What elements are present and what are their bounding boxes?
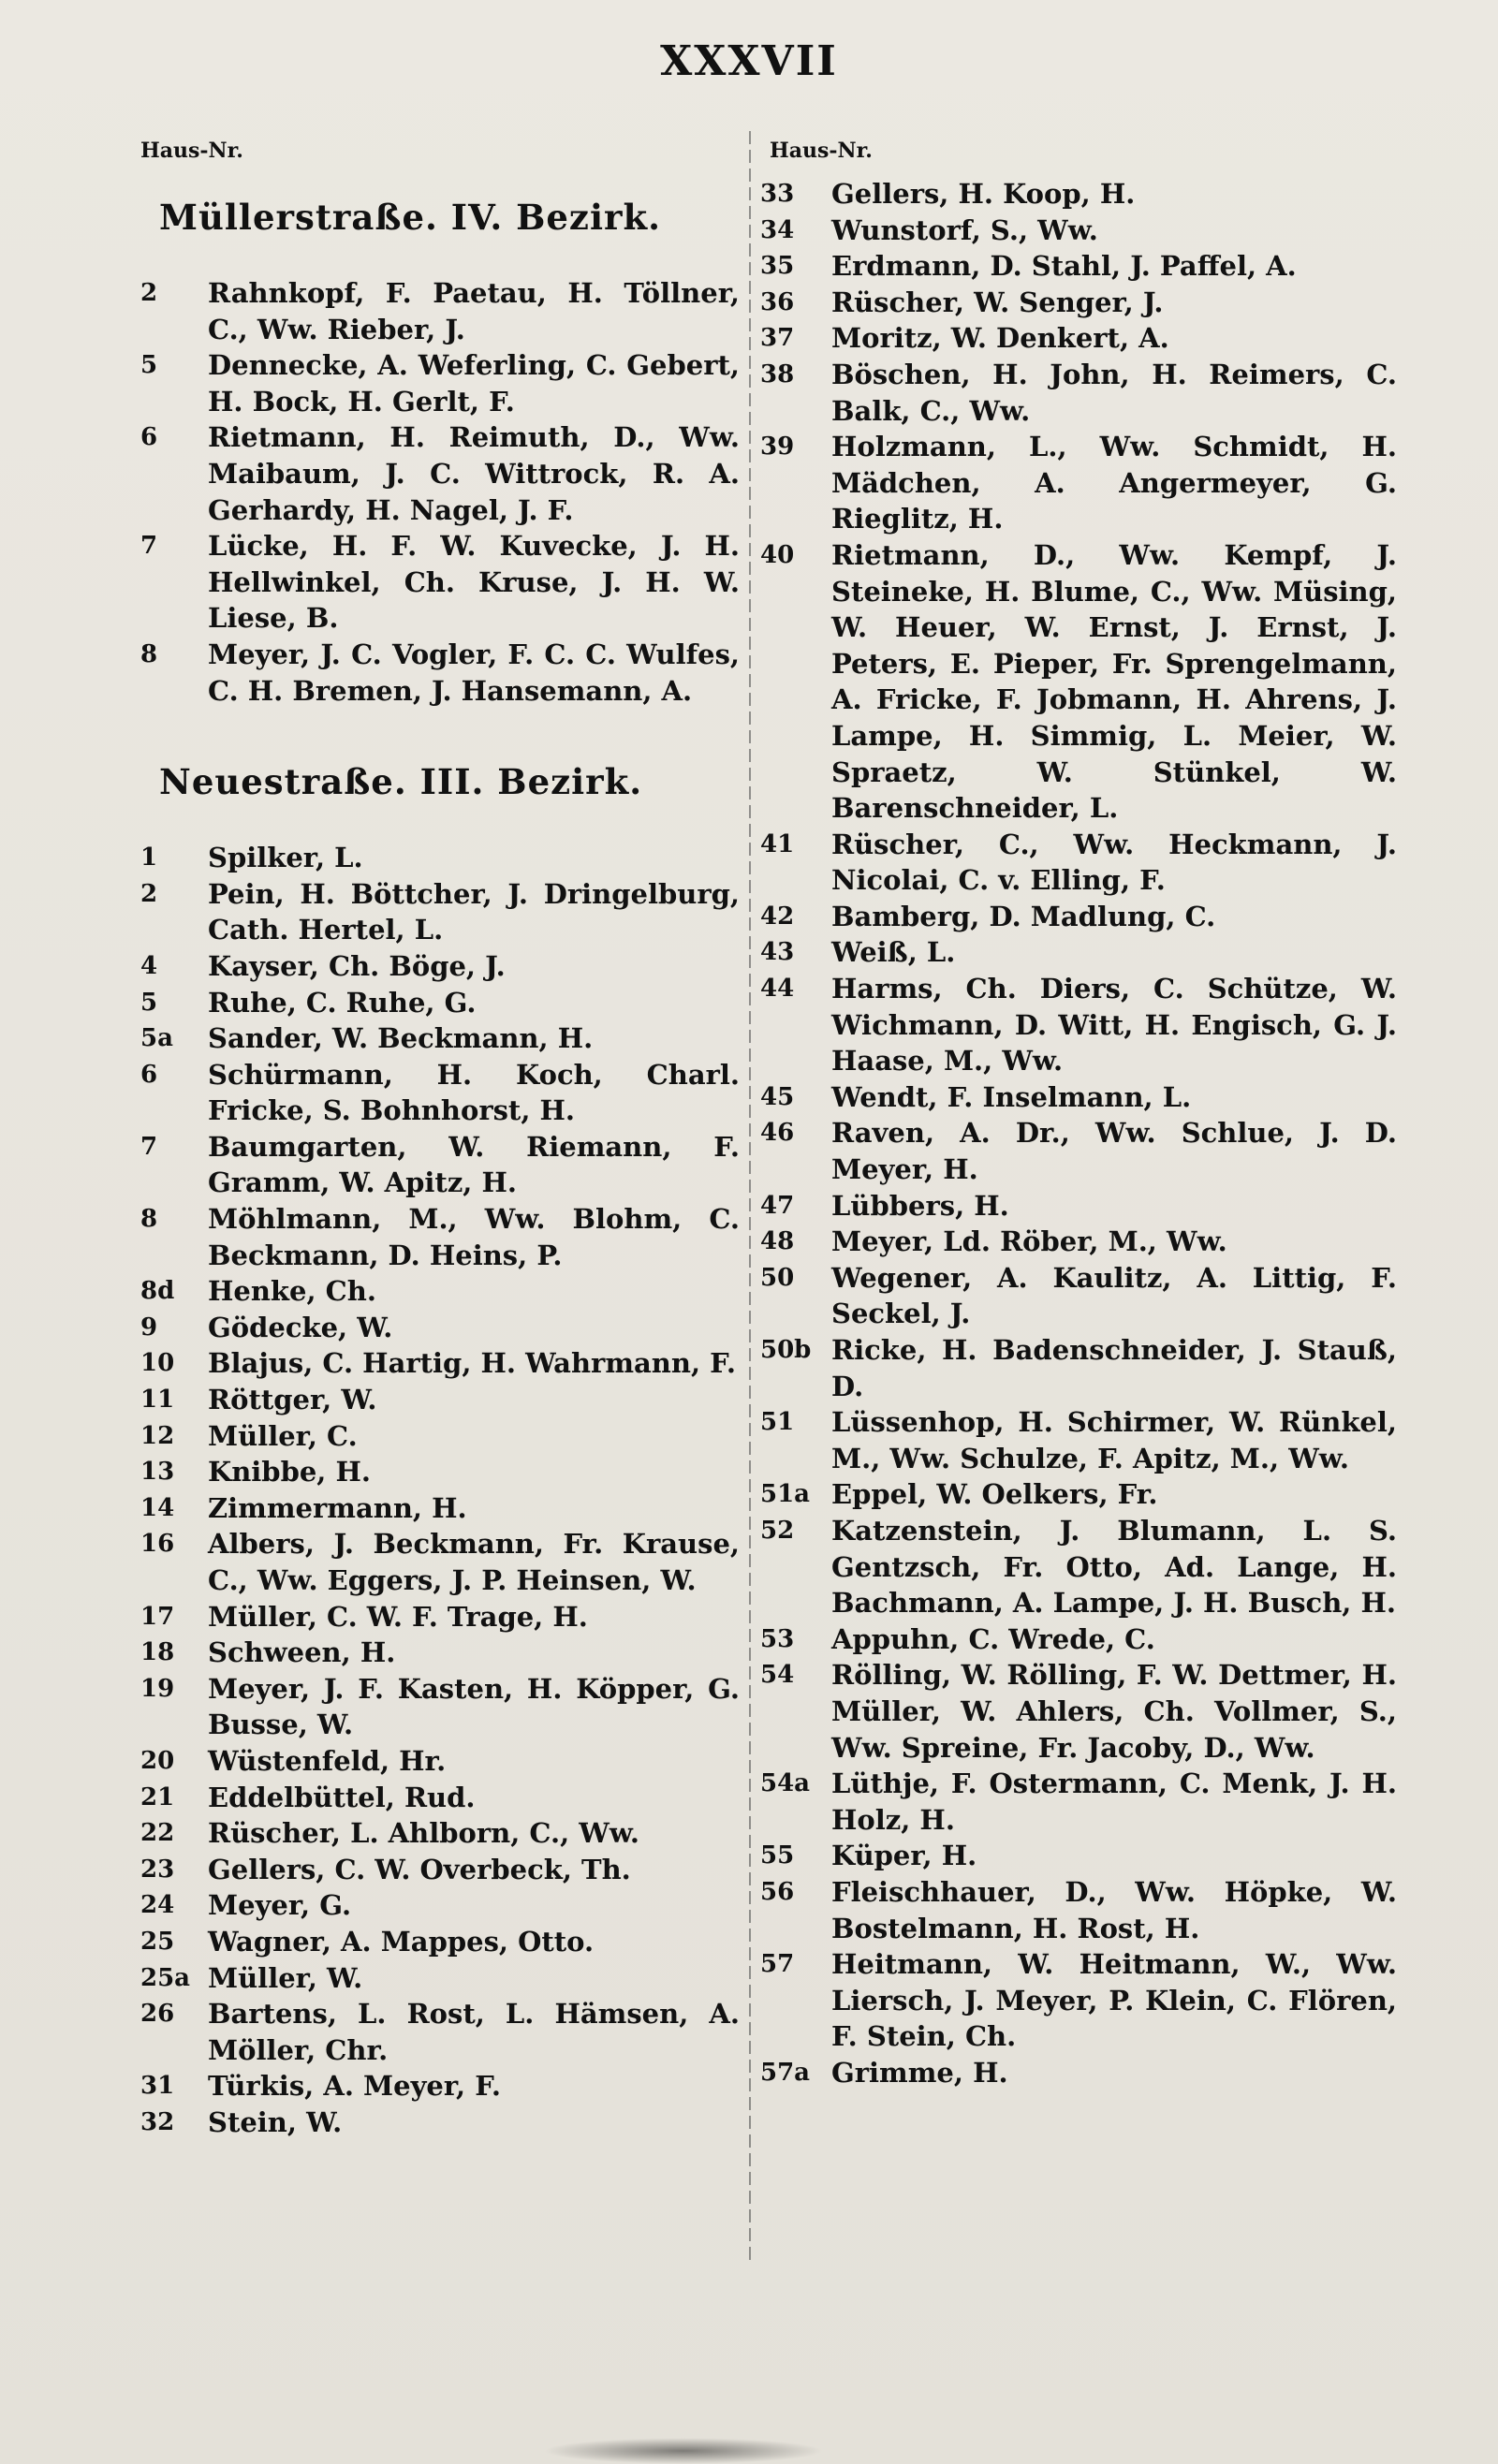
directory-entry — [760, 320, 1397, 357]
page-number: XXXVII — [660, 37, 838, 85]
directory-entry — [760, 1874, 1397, 1946]
directory-entry — [760, 2055, 1397, 2091]
house-number: 57 — [760, 1950, 795, 1979]
house-number: 5 — [140, 351, 158, 380]
house-number: 33 — [760, 180, 795, 208]
resident-names: Türkis, A. Meyer, F. — [208, 2070, 502, 2103]
directory-entry — [140, 347, 740, 419]
directory-entry — [760, 1621, 1397, 1658]
directory-entry — [760, 1224, 1397, 1260]
house-number: 50b — [760, 1336, 812, 1364]
directory-entry — [760, 429, 1397, 537]
resident-names: Grimme, H. — [831, 2056, 1008, 2089]
directory-entry — [760, 971, 1397, 1079]
resident-names: Holzmann, L., Ww. Schmidt, H. Mädchen, A. Angermeyer, G. Rieglitz, H. — [831, 431, 1397, 535]
resident-names: Lüssenhop, H. Schirmer, W. Rünkel, M., Ww. Schulze, F. Apitz, M., Ww. — [831, 1406, 1397, 1474]
resident-names: Baumgarten, W. Riemann, F. Gramm, W. Apitz, H. — [208, 1130, 740, 1199]
resident-names: Fleischhauer, D., Ww. Höpke, W. Bostelmann, H. Rost, H. — [831, 1875, 1397, 1944]
house-number: 56 — [760, 1877, 795, 1906]
directory-entry — [760, 1513, 1397, 1621]
directory-entry — [140, 2105, 740, 2141]
directory-entry — [760, 1188, 1397, 1225]
directory-entry — [760, 357, 1397, 429]
resident-names: Raven, A. Dr., Ww. Schlue, J. D. Meyer, H. — [831, 1117, 1397, 1186]
house-number: 55 — [760, 1841, 795, 1870]
directory-entry — [140, 1996, 740, 2068]
resident-names: Rietmann, D., Ww. Kempf, J. Steineke, H. Blume, C., Ww. Müsing, W. Heuer, W. Ernst, J. Ernst, J. Peters, E. Pieper, Fr. Sprengelmann, A. Fricke, F. Jobmann, H. Ahrens, J. Lampe, H. Simmig, L. Meier, W. Spraetz, W. Stünkel, W. Barenschneider, L. — [831, 538, 1397, 825]
directory-entry — [140, 1273, 740, 1310]
house-number: 44 — [760, 975, 795, 1004]
house-number: 14 — [140, 1493, 175, 1522]
resident-names: Wendt, F. Inselmann, L. — [831, 1080, 1192, 1113]
resident-names: Rietmann, H. Reimuth, D., Ww. Maibaum, J. C. Wittrock, R. A. Gerhardy, H. Nagel, J. F. — [208, 421, 740, 526]
house-number: 16 — [140, 1530, 175, 1559]
resident-names: Küper, H. — [831, 1840, 977, 1872]
resident-names: Henke, Ch. — [208, 1275, 376, 1308]
house-number: 25 — [140, 1927, 175, 1956]
house-number: 32 — [140, 2107, 175, 2136]
directory-entry — [140, 637, 740, 709]
directory-entry — [140, 1526, 740, 1598]
resident-names: Eppel, W. Oelkers, Fr. — [831, 1478, 1158, 1511]
house-number: 47 — [760, 1191, 795, 1220]
resident-names: Gödecke, W. — [208, 1311, 393, 1343]
house-number: 54 — [760, 1661, 795, 1690]
house-number: 6 — [140, 1060, 158, 1089]
house-number: 57a — [760, 2058, 811, 2087]
directory-entry — [140, 419, 740, 528]
directory-entry — [140, 985, 740, 1021]
directory-entry — [140, 1454, 740, 1490]
house-number: 45 — [760, 1082, 795, 1111]
directory-entry — [140, 1815, 740, 1852]
resident-names: Gellers, C. W. Overbeck, Th. — [208, 1853, 631, 1885]
house-number: 11 — [140, 1386, 175, 1415]
house-number: 48 — [760, 1227, 795, 1256]
resident-names: Röttger, W. — [208, 1384, 377, 1416]
directory-entry — [140, 1924, 740, 1960]
resident-names: Katzenstein, J. Blumann, L. S. Gentzsch, Fr. Otto, Ad. Lange, H. Bachmann, A. Lampe, J. H. Busch, H. — [831, 1514, 1397, 1620]
resident-names: Rüscher, C., Ww. Heckmann, J. Nicolai, C. v. Elling, F. — [831, 828, 1397, 897]
resident-names: Blajus, C. Hartig, H. Wahrmann, F. — [208, 1347, 736, 1380]
directory-entry — [760, 1657, 1397, 1766]
resident-names: Wagner, A. Mappes, Otto. — [208, 1925, 595, 1958]
directory-entry — [140, 1887, 740, 1924]
house-number: 23 — [140, 1855, 175, 1884]
house-number: 5a — [140, 1024, 173, 1053]
house-number: 25a — [140, 1963, 191, 1992]
house-number: 20 — [140, 1746, 175, 1775]
house-number: 40 — [760, 540, 795, 569]
resident-names: Sander, W. Beckmann, H. — [208, 1022, 594, 1055]
resident-names: Eddelbüttel, Rud. — [208, 1781, 476, 1813]
house-number: 7 — [140, 1132, 158, 1161]
directory-entry — [760, 176, 1397, 213]
resident-names: Lüthje, F. Ostermann, C. Menk, J. H. Holz, H. — [831, 1767, 1397, 1836]
house-number: 8 — [140, 1205, 158, 1234]
directory-entry — [140, 1129, 740, 1201]
directory-entry — [760, 1476, 1397, 1513]
street-section-title: Neuestraße. III. Bezirk. — [159, 761, 643, 803]
directory-entry — [140, 1057, 740, 1129]
house-number: 51 — [760, 1408, 795, 1437]
directory-entry — [760, 1260, 1397, 1332]
house-number: 9 — [140, 1313, 158, 1342]
resident-names: Pein, H. Böttcher, J. Dringelburg, Cath. Hertel, L. — [208, 877, 740, 946]
resident-names: Albers, J. Beckmann, Fr. Krause, C., Ww. Eggers, J. P. Heinsen, W. — [208, 1528, 740, 1596]
house-number: 18 — [140, 1638, 175, 1667]
directory-entry — [140, 1780, 740, 1816]
resident-names: Wegener, A. Kaulitz, A. Littig, F. Seckel, J. — [831, 1261, 1397, 1330]
resident-names: Meyer, J. C. Vogler, F. C. C. Wulfes, C. H. Bremen, J. Hansemann, A. — [208, 638, 740, 707]
resident-names: Erdmann, D. Stahl, J. Paffel, A. — [831, 250, 1297, 283]
resident-names: Wüstenfeld, Hr. — [208, 1744, 447, 1777]
directory-entry — [760, 934, 1397, 971]
house-number: 43 — [760, 938, 795, 967]
directory-entry — [140, 1418, 740, 1455]
resident-names: Weiß, L. — [831, 936, 956, 969]
house-number: 12 — [140, 1421, 175, 1450]
house-number: 17 — [140, 1602, 175, 1631]
resident-names: Meyer, J. F. Kasten, H. Köpper, G. Busse, W. — [208, 1672, 740, 1741]
directory-entry — [140, 1960, 740, 1997]
resident-names: Stein, W. — [208, 2105, 343, 2138]
directory-entry — [760, 1079, 1397, 1116]
house-number: 22 — [140, 1819, 175, 1848]
house-number: 42 — [760, 902, 795, 931]
resident-names: Wunstorf, S., Ww. — [831, 213, 1098, 246]
house-number: 50 — [760, 1263, 795, 1292]
left-column — [140, 197, 740, 2141]
house-number: 7 — [140, 532, 158, 561]
directory-entry — [140, 1490, 740, 1527]
directory-entry — [760, 1332, 1397, 1404]
house-number: 19 — [140, 1674, 175, 1703]
resident-names: Gellers, H. Koop, H. — [831, 178, 1136, 210]
directory-entry — [140, 840, 740, 876]
resident-names: Meyer, G. — [208, 1889, 352, 1922]
house-number: 24 — [140, 1891, 175, 1920]
resident-names: Rüscher, W. Senger, J. — [831, 286, 1164, 318]
directory-entry — [140, 1671, 740, 1743]
directory-entry — [760, 827, 1397, 899]
directory-entry — [140, 1852, 740, 1888]
directory-entry — [760, 285, 1397, 321]
directory-entry — [760, 899, 1397, 935]
directory-entry — [140, 275, 740, 347]
house-number: 36 — [760, 287, 795, 316]
house-number: 8 — [140, 639, 158, 668]
resident-names: Rölling, W. Rölling, F. W. Dettmer, H. Müller, W. Ahlers, Ch. Vollmer, S., Ww. Spreine, Fr. Jacoby, D., Ww. — [831, 1659, 1397, 1764]
house-number: 6 — [140, 423, 158, 452]
resident-names: Schween, H. — [208, 1636, 396, 1669]
house-number: 41 — [760, 829, 795, 858]
house-number: 13 — [140, 1458, 175, 1487]
resident-names: Müller, C. — [208, 1419, 358, 1452]
resident-names: Knibbe, H. — [208, 1456, 371, 1489]
resident-names: Müller, C. W. F. Trage, H. — [208, 1600, 588, 1633]
house-number: 51a — [760, 1480, 811, 1509]
directory-entry — [760, 1838, 1397, 1874]
resident-names: Müller, W. — [208, 1961, 363, 1994]
directory-entry — [140, 1020, 740, 1057]
house-number: 2 — [140, 879, 158, 908]
house-number: 10 — [140, 1349, 175, 1378]
house-number: 54a — [760, 1769, 811, 1798]
directory-entry — [760, 1766, 1397, 1838]
directory-entry — [760, 248, 1397, 285]
left-column-header: Haus-Nr. — [140, 139, 243, 163]
house-number: 34 — [760, 215, 795, 244]
resident-names: Böschen, H. John, H. Reimers, C. Balk, C., Ww. — [831, 358, 1397, 427]
bottom-ink-smudge — [543, 2438, 824, 2464]
right-column-header: Haus-Nr. — [770, 139, 873, 163]
house-number: 53 — [760, 1624, 795, 1653]
house-number: 5 — [140, 988, 158, 1017]
resident-names: Kayser, Ch. Böge, J. — [208, 949, 506, 982]
house-number: 52 — [760, 1516, 795, 1545]
directory-entry — [760, 213, 1397, 249]
directory-entry — [140, 1382, 740, 1418]
resident-names: Harms, Ch. Diers, C. Schütze, W. Wichmann, D. Witt, H. Engisch, G. J. Haase, M., Ww. — [831, 973, 1397, 1078]
resident-names: Ruhe, C. Ruhe, G. — [208, 986, 477, 1019]
resident-names: Meyer, Ld. Röber, M., Ww. — [831, 1225, 1227, 1258]
resident-names: Bamberg, D. Madlung, C. — [831, 900, 1216, 932]
resident-names: Appuhn, C. Wrede, C. — [831, 1622, 1155, 1655]
resident-names: Möhlmann, M., Ww. Blohm, C. Beckmann, D. Heins, P. — [208, 1203, 740, 1271]
directory-entry — [140, 1743, 740, 1780]
resident-names: Ricke, H. Badenschneider, J. Stauß, D. — [831, 1334, 1397, 1402]
house-number: 46 — [760, 1119, 795, 1148]
resident-names: Spilker, L. — [208, 842, 363, 874]
resident-names: Rahnkopf, F. Paetau, H. Töllner, C., Ww. Rieber, J. — [208, 277, 740, 345]
directory-entry — [140, 528, 740, 637]
directory-entry — [760, 1404, 1397, 1476]
right-column — [760, 176, 1397, 2090]
house-number: 31 — [140, 2072, 175, 2101]
house-number: 21 — [140, 1782, 175, 1811]
house-number: 35 — [760, 252, 795, 281]
house-number: 37 — [760, 324, 795, 353]
directory-entry — [140, 948, 740, 985]
directory-entry — [140, 1201, 740, 1273]
resident-names: Lübbers, H. — [831, 1189, 1009, 1222]
resident-names: Lücke, H. F. W. Kuvecke, J. H. Hellwinkel, Ch. Kruse, J. H. W. Liese, B. — [208, 530, 740, 635]
directory-entry — [140, 1345, 740, 1382]
directory-entry — [760, 537, 1397, 827]
resident-names: Bartens, L. Rost, L. Hämsen, A. Möller, Chr. — [208, 1998, 740, 2066]
house-number: 2 — [140, 279, 158, 307]
directory-entry — [140, 1599, 740, 1635]
house-number: 8d — [140, 1277, 175, 1306]
resident-names: Zimmermann, H. — [208, 1491, 467, 1524]
directory-entry — [140, 1635, 740, 1671]
house-number: 38 — [760, 359, 795, 389]
street-section-title: Müllerstraße. IV. Bezirk. — [159, 197, 662, 238]
house-number: 26 — [140, 2000, 175, 2029]
directory-entry — [140, 1310, 740, 1346]
resident-names: Dennecke, A. Weferling, C. Gebert, H. Bock, H. Gerlt, F. — [208, 349, 740, 418]
resident-names: Heitmann, W. Heitmann, W., Ww. Liersch, J. Meyer, P. Klein, C. Flören, F. Stein, Ch. — [831, 1948, 1397, 2053]
directory-entry — [140, 876, 740, 948]
house-number: 4 — [140, 951, 158, 980]
house-number: 1 — [140, 843, 158, 873]
resident-names: Schürmann, H. Koch, Charl. Fricke, S. Bohnhorst, H. — [208, 1058, 740, 1127]
resident-names: Moritz, W. Denkert, A. — [831, 322, 1169, 355]
house-number: 39 — [760, 433, 795, 462]
directory-entry — [760, 1115, 1397, 1187]
column-divider — [749, 131, 751, 2261]
directory-entry — [760, 1946, 1397, 2055]
directory-entry — [140, 2068, 740, 2105]
resident-names: Rüscher, L. Ahlborn, C., Ww. — [208, 1817, 639, 1850]
